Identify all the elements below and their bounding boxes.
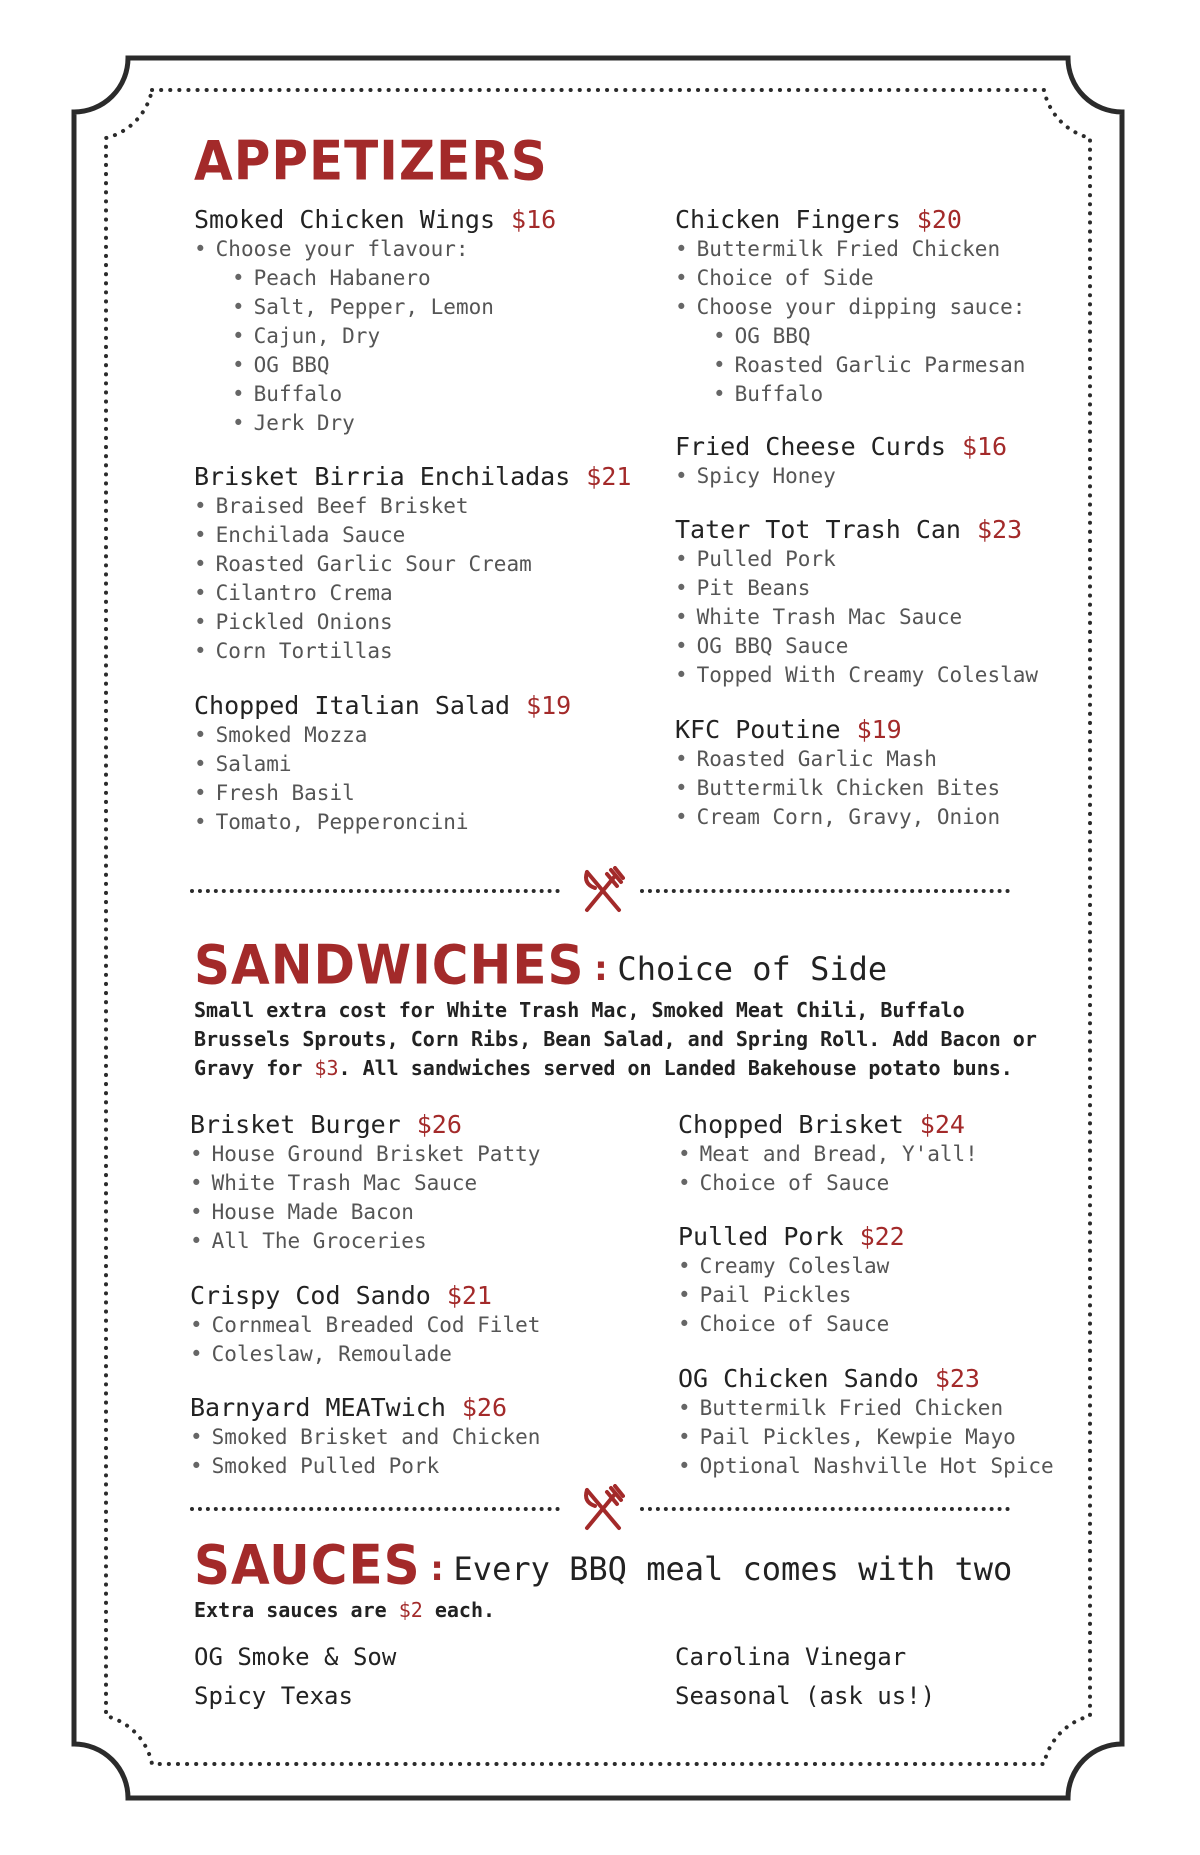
dotted-divider [640,889,1010,893]
sandwiches-heading: SANDWICHES [194,933,585,997]
menu-item-detail: • Creamy Coleslaw [678,1252,905,1281]
menu-item-detail: • House Made Bacon [190,1198,540,1227]
sandwiches-note [194,996,1094,1083]
menu-item [675,205,1025,409]
menu-item-sub-detail: • Cajun, Dry [194,322,556,351]
item-title: Pulled Pork [678,1222,844,1251]
menu-item-detail: • House Ground Brisket Patty [190,1140,540,1169]
note-text: each. [422,1598,496,1622]
item-price: $23 [934,1364,980,1393]
menu-item-detail: • Buttermilk Chicken Bites [675,774,1000,803]
menu-item-name [675,432,1007,462]
item-title: Smoked Chicken Wings [194,205,496,234]
menu-item-detail: • Roasted Garlic Sour Cream [194,550,631,579]
item-price: $26 [416,1110,462,1139]
menu-item-detail: • White Trash Mac Sauce [190,1169,540,1198]
item-price: $24 [919,1110,965,1139]
sauces-heading: SAUCES [194,1533,421,1597]
menu-item [194,205,556,438]
menu-item-name [675,715,1000,745]
fork-knife-icon [581,866,625,914]
menu-item-detail: • Enchilada Sauce [194,521,631,550]
menu-item-sub-detail: • OG BBQ [194,351,556,380]
item-title: KFC Poutine [675,715,841,744]
menu-item-detail: • Pail Pickles [678,1281,905,1310]
appetizers-heading: APPETIZERS [194,129,548,193]
menu-item [190,1110,540,1256]
menu-item [194,691,571,837]
item-title: Brisket Burger [190,1110,401,1139]
menu-item [675,432,1007,491]
menu-item [675,715,1000,832]
menu-item [194,462,631,666]
sandwiches-note-line: Small extra cost for White Trash Mac, Smoked Meat Chili, Buffalo [194,998,965,1022]
item-title: Chopped Italian Salad [194,691,511,720]
menu-item-detail: • Corn Tortillas [194,637,631,666]
menu-item-detail: • OG BBQ Sauce [675,632,1038,661]
menu-item-name [194,691,571,721]
item-title: Crispy Cod Sando [190,1281,431,1310]
menu-item-detail: • Spicy Honey [675,462,1007,491]
sauces-separator: : [430,1549,444,1589]
menu-item [678,1110,978,1198]
menu-item-detail: • Choice of Sauce [678,1169,978,1198]
menu-item-sub-detail: • Salt, Pepper, Lemon [194,293,556,322]
item-price: $16 [961,432,1008,461]
menu-item-sub-detail: • Roasted Garlic Parmesan [675,351,1025,380]
sauce-item: Carolina Vinegar [675,1643,907,1671]
menu-item-name [190,1393,540,1423]
gravy-price: $3 [314,1056,339,1080]
menu-item-sub-detail: • Jerk Dry [194,409,556,438]
menu-item-sub-detail: • Buffalo [194,380,556,409]
menu-item-detail: • Smoked Brisket and Chicken [190,1423,540,1452]
dotted-divider [190,1507,560,1511]
menu-item-name [190,1110,540,1140]
note-text: . All sandwiches served on Landed Bakehouse potato buns. [338,1056,1013,1080]
sauce-item: OG Smoke & Sow [194,1643,397,1671]
sauces-subtitle: Every BBQ meal comes with two [453,1550,1013,1588]
menu-item-detail: • Pickled Onions [194,608,631,637]
item-price: $19 [526,691,572,720]
menu-item [190,1393,540,1481]
menu-item-detail: • Pulled Pork [675,545,1038,574]
menu-item [678,1364,1054,1481]
menu-item-detail: • Choose your dipping sauce: [675,293,1025,322]
item-title: Tater Tot Trash Can [675,515,961,544]
menu-item-detail: • Cornmeal Breaded Cod Filet [190,1311,540,1340]
menu-item-name [675,515,1038,545]
item-price: $20 [916,205,962,234]
sauces-note [194,1596,495,1625]
sandwiches-subtitle: Choice of Side [617,950,888,988]
extra-sauce-price: $2 [398,1598,423,1622]
menu-item-name [675,205,1025,235]
dotted-divider [190,889,560,893]
menu-item-detail: • Salami [194,750,571,779]
menu-item-name [190,1281,540,1311]
menu-item-detail: • Smoked Pulled Pork [190,1452,540,1481]
sandwiches-note-line [194,1054,1094,1083]
sauce-item: Spicy Texas [194,1682,353,1710]
menu-item-detail: • Pit Beans [675,574,1038,603]
item-title: Fried Cheese Curds [675,432,946,461]
item-title: Chopped Brisket [678,1110,904,1139]
item-price: $21 [586,462,632,491]
menu-item-detail: • Braised Beef Brisket [194,492,631,521]
menu-item-name [194,205,556,235]
menu-item-detail: • Choice of Side [675,264,1025,293]
menu-item-name [678,1222,905,1252]
sauces-right-list [675,1638,935,1716]
menu-item-detail: • Pail Pickles, Kewpie Mayo [678,1423,1054,1452]
menu-item [675,515,1038,690]
menu-item-detail: • White Trash Mac Sauce [675,603,1038,632]
menu-item-detail: • Buttermilk Fried Chicken [678,1394,1054,1423]
menu-item-name [194,462,631,492]
item-title: Brisket Birria Enchiladas [194,462,571,491]
item-price: $21 [446,1281,492,1310]
item-price: $26 [461,1393,508,1422]
note-text: Gravy for [194,1056,315,1080]
sauces-header [194,1533,1013,1597]
menu-item-detail: • Coleslaw, Remoulade [190,1340,540,1369]
menu-item [190,1281,540,1369]
sandwiches-separator: : [594,949,608,989]
menu-item-detail: • Tomato, Pepperoncini [194,808,571,837]
menu-item-detail: • Fresh Basil [194,779,571,808]
sandwiches-note-line: Brussels Sprouts, Corn Ribs, Bean Salad, and Spring Roll. Add Bacon or [194,1027,1037,1051]
item-price: $22 [859,1222,905,1251]
item-title: OG Chicken Sando [678,1364,919,1393]
item-title: Chicken Fingers [675,205,901,234]
item-price: $16 [511,205,557,234]
sandwiches-header [194,933,888,997]
fork-knife-icon [581,1484,625,1532]
item-price: $23 [976,515,1023,544]
menu-item-detail: • Cilantro Crema [194,579,631,608]
menu-item-detail: • Meat and Bread, Y'all! [678,1140,978,1169]
sauce-item: Seasonal (ask us!) [675,1682,936,1710]
menu-item-sub-detail: • Buffalo [675,380,1025,409]
menu-item-sub-detail: • OG BBQ [675,322,1025,351]
dotted-divider [640,1507,1010,1511]
item-title: Barnyard MEATwich [190,1393,446,1422]
item-price: $19 [856,715,902,744]
menu-item-detail: • Choose your flavour: [194,235,556,264]
menu-item-detail: • Cream Corn, Gravy, Onion [675,803,1000,832]
menu-item-detail: • Smoked Mozza [194,721,571,750]
menu-item-sub-detail: • Peach Habanero [194,264,556,293]
menu-item-detail: • Choice of Sauce [678,1310,905,1339]
sauces-left-list [194,1638,396,1716]
menu-item-detail: • Optional Nashville Hot Spice [678,1452,1054,1481]
note-text: Extra sauces are [194,1598,399,1622]
menu-item-detail: • Roasted Garlic Mash [675,745,1000,774]
menu-item-name [678,1110,978,1140]
menu-item-detail: • Topped With Creamy Coleslaw [675,661,1038,690]
menu-item [678,1222,905,1339]
menu-item-name [678,1364,1054,1394]
menu-item-detail: • All The Groceries [190,1227,540,1256]
menu-item-detail: • Buttermilk Fried Chicken [675,235,1025,264]
